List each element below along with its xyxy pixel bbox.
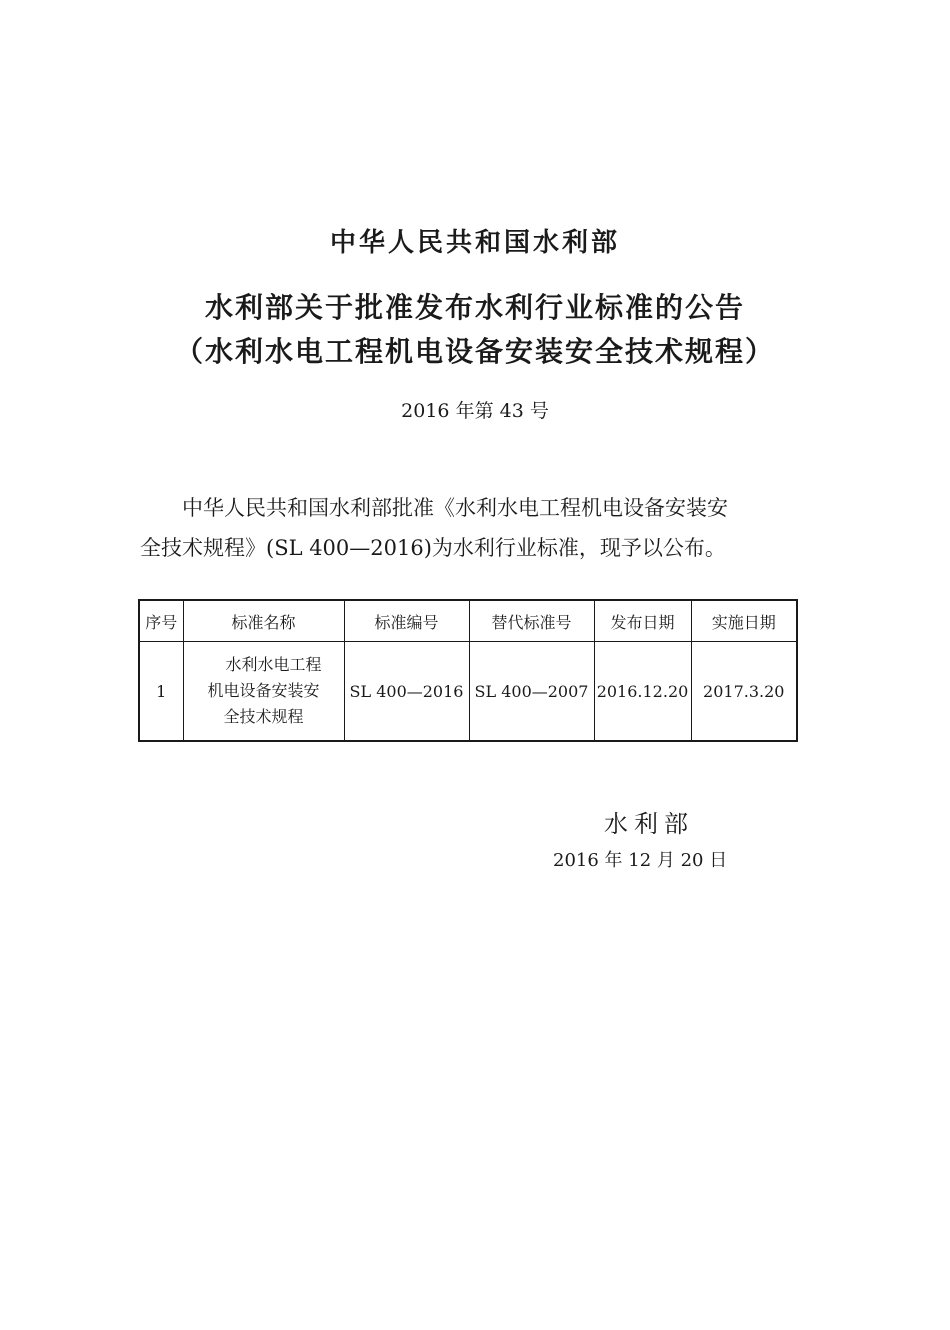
table-row [139,642,797,742]
signature-org: 水利部 [604,810,694,838]
cell-standard-name [183,642,344,742]
cell-effective-date: 2017.3.20 [691,642,797,742]
cell-code: SL 400—2016 [344,642,469,742]
issuing-authority: 中华人民共和国水利部 [329,228,620,258]
header-seq: 序号 [139,600,183,642]
header-publish-date: 发布日期 [594,600,691,642]
cell-seq: 1 [139,642,183,742]
header-name: 标准名称 [183,600,344,642]
header-code: 标准编号 [344,600,469,642]
signature-date: 2016 年 12 月 20 日 [553,850,728,871]
header-replaced: 替代标准号 [469,600,594,642]
announcement-title: 水利部关于批准发布水利行业标准的公告 [204,291,745,324]
announcement-subtitle: （水利水电工程机电设备安装安全技术规程） [174,335,775,368]
standard-name-line: 机电设备安装安 [207,681,320,700]
standards-table [138,599,798,742]
standard-name-line: 水利水电工程 [225,655,322,674]
body-text-line-2: 全技术规程》(SL 400—2016)为水利行业标准，现予以公布。 [140,536,726,560]
table-header-row [139,600,797,642]
standard-name-line: 全技术规程 [223,707,304,726]
cell-publish-date: 2016.12.20 [594,642,691,742]
document-number: 2016 年第 43 号 [401,400,549,422]
body-text-line-1: 中华人民共和国水利部批准《水利水电工程机电设备安装安 [182,496,728,520]
header-effective-date: 实施日期 [691,600,797,642]
cell-replaced: SL 400—2007 [469,642,594,742]
